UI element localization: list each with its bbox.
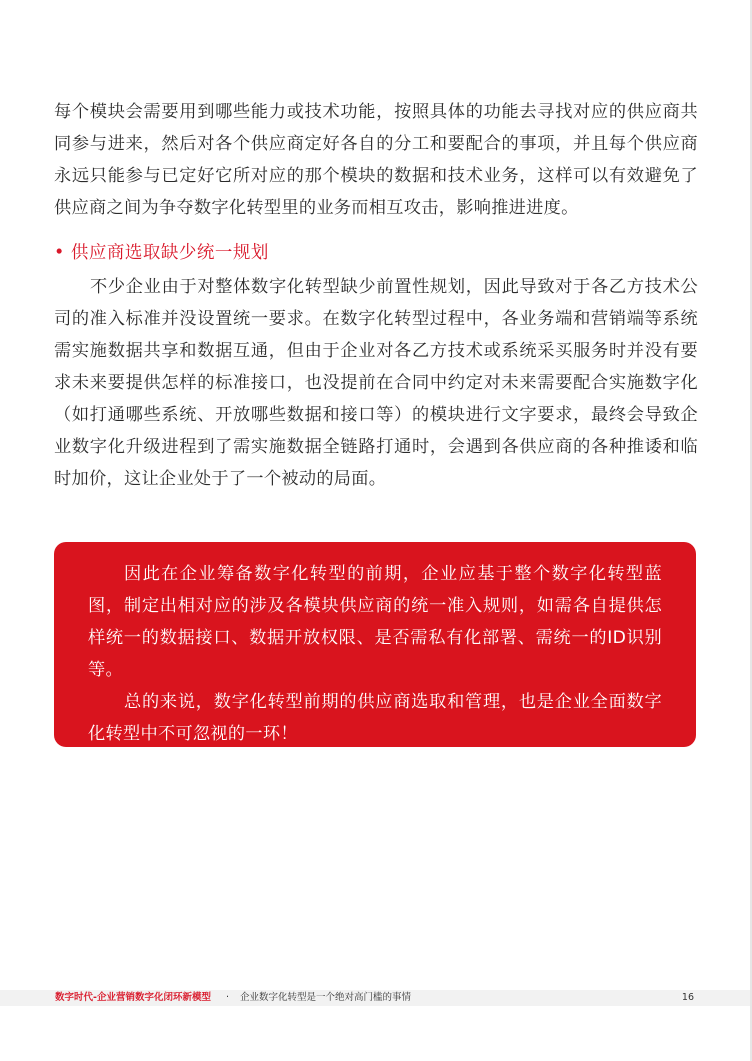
footer-publication-title: 数字时代-企业营销数字化闭环新模型 [55, 992, 211, 1003]
highlight-callout-box [54, 542, 696, 747]
page-number: 16 [681, 992, 694, 1003]
bullet-icon: • [54, 243, 65, 263]
footer-separator: · [226, 992, 230, 1003]
intro-paragraph: 每个模块会需要用到哪些能力或技术功能，按照具体的功能去寻找对应的供应商共同参与进来，然后对各个供应商定好各自的分工和要配合的事项，并且每个供应商永远只能参与已定好它所对应的那个模块的数据和技术业务，这样可以有效避免了供应商之间为争夺数字化转型里的业务而相互攻击，影响推进进度。 [54, 102, 698, 218]
section-heading [54, 237, 269, 269]
section-body-paragraph: 不少企业由于对整体数字化转型缺少前置性规划，因此导致对于各乙方技术公司的准入标准并没设置统一要求。在数字化转型过程中，各业务端和营销端等系统需实施数据共享和数据互通，但由于企业对各乙方技术或系统采买服务时并没有要求未来要提供怎样的标准接口，也没提前在合同中约定对未来需要配合实施数字化（如打通哪些系统、开放哪些数据和接口等）的模块进行文字要求，最终会导致企业数字化升级进程到了需实施数据全链路打通时，会遇到各供应商的各种推诿和临时加价，这让企业处于了一个被动的局面。 [54, 277, 698, 489]
page-footer [0, 990, 750, 1006]
footer-chapter-title: 企业数字化转型是一个绝对高门槛的事情 [240, 992, 412, 1003]
callout-paragraph-2: 总的来说，数字化转型前期的供应商选取和管理，也是企业全面数字化转型中不可忽视的一环！ [88, 692, 662, 744]
callout-paragraph-1: 因此在企业筹备数字化转型的前期，企业应基于整个数字化转型蓝图，制定出相对应的涉及各模块供应商的统一准入规则，如需各自提供怎样统一的数据接口、数据开放权限、是否需私有化部署、需统一的ID识别等。 [88, 564, 662, 680]
section-heading-text: 供应商选取缺少统一规划 [70, 243, 269, 263]
